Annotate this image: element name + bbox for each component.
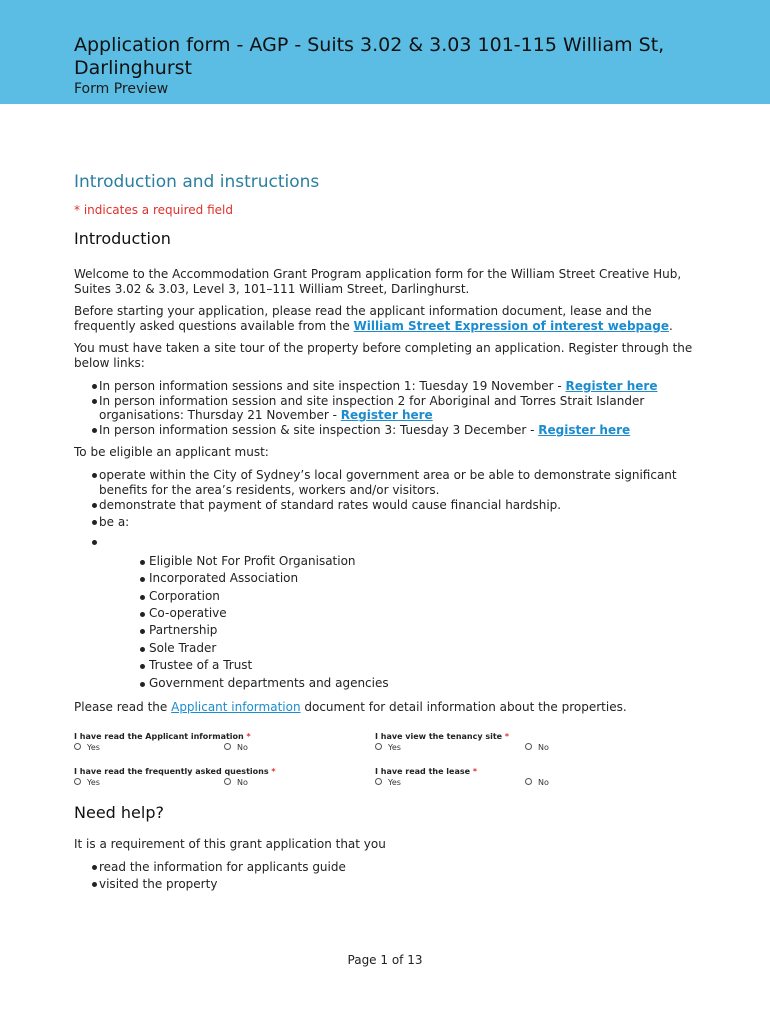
- intro-paragraph-3: You must have taken a site tour of the property before completing an application. Register through the below links:: [74, 341, 693, 370]
- applicant-info-text: Please read the: [74, 700, 172, 714]
- radio-circle-icon[interactable]: [525, 778, 532, 785]
- list-item: [74, 876, 694, 893]
- applicant-info-paragraph: [74, 700, 694, 715]
- form-title: Application form - AGP - Suits 3.02 & 3.03 101-115 William St, Darlinghurst: [74, 34, 665, 79]
- radio-yes[interactable]: [74, 778, 100, 788]
- need-help-list: [74, 859, 694, 893]
- need-help-paragraph: It is a requirement of this grant application that you: [74, 837, 386, 851]
- question-faq: [74, 767, 364, 790]
- session-text: In person information session & site inspection 3: Tuesday 3 December -: [99, 422, 539, 437]
- list-item: [74, 379, 694, 394]
- eligibility-text: be a:: [99, 515, 130, 530]
- list-item: [74, 515, 694, 530]
- list-item: [74, 657, 694, 674]
- list-item: [74, 468, 694, 497]
- radio-circle-icon[interactable]: [224, 778, 231, 785]
- entity-type: Co-operative: [149, 605, 227, 620]
- radio-yes[interactable]: [375, 743, 401, 753]
- list-item: [74, 622, 694, 639]
- entity-type: Sole Trader: [149, 640, 217, 655]
- bullet-icon: [140, 595, 145, 600]
- bullet-icon: [140, 629, 145, 634]
- form-subtitle: Form Preview: [74, 81, 169, 97]
- question-label: [74, 767, 364, 777]
- radio-label: Yes: [388, 778, 401, 787]
- entity-type: Corporation: [149, 588, 220, 603]
- need-help-item: read the information for applicants guide: [99, 860, 346, 874]
- bullet-icon: [92, 399, 97, 404]
- required-marker: *: [246, 732, 251, 741]
- radio-no[interactable]: [525, 743, 549, 753]
- bullet-icon: [140, 612, 145, 617]
- eligibility-list: [74, 468, 694, 548]
- question-label-text: I have read the lease: [375, 767, 471, 776]
- list-item: [74, 675, 694, 692]
- register-link[interactable]: Register here: [340, 408, 433, 423]
- section-title: Introduction and instructions: [74, 172, 320, 192]
- eligibility-text: demonstrate that payment of standard rates would cause financial hardship.: [99, 497, 562, 512]
- session-text: In person information sessions and site inspection 1: Tuesday 19 November -: [99, 379, 566, 393]
- list-item: [74, 605, 694, 622]
- radio-label: No: [237, 743, 248, 752]
- bullet-icon: [140, 664, 145, 669]
- list-item: [74, 640, 694, 657]
- eligibility-text: operate within the City of Sydney’s local government area or be able to demonstrate significant benefits for the area’s residents, workers and/or visitors.: [99, 468, 677, 497]
- radio-group: [375, 743, 665, 755]
- header-banner: [0, 0, 770, 104]
- bullet-icon: [140, 647, 145, 652]
- radio-label: No: [538, 778, 549, 787]
- radio-label: No: [237, 778, 248, 787]
- entity-type: Trustee of a Trust: [149, 658, 253, 673]
- register-link[interactable]: Register here: [565, 379, 658, 393]
- list-item: [74, 859, 694, 876]
- page-number: Page 1 of 13: [347, 953, 423, 967]
- intro-paragraph-1: Welcome to the Accommodation Grant Program application form for the William Street Creative Hub, Suites 3.02 & 3.03, Level 3, 101–111 William Street, Darlinghurst.: [74, 267, 682, 296]
- radio-label: Yes: [87, 778, 100, 787]
- entity-type: Partnership: [149, 623, 218, 638]
- list-item: [74, 423, 694, 438]
- list-item: [74, 553, 694, 570]
- bullet-icon: [92, 520, 97, 525]
- bullet-icon: [92, 384, 97, 389]
- bullet-icon: [140, 577, 145, 582]
- entity-type: Incorporated Association: [149, 571, 299, 586]
- intro-paragraph-2: [74, 304, 694, 334]
- session-text: In person information session and site inspection 2 for Aboriginal and Torres Strait Islander organisations: Thursday 21 November -: [99, 393, 645, 423]
- radio-group: [74, 743, 364, 755]
- question-lease: [375, 767, 665, 790]
- bullet-icon: [140, 560, 145, 565]
- question-label: [375, 732, 665, 742]
- list-item: [74, 588, 694, 605]
- list-item: [74, 394, 694, 423]
- radio-circle-icon[interactable]: [74, 743, 81, 750]
- required-marker: *: [472, 767, 478, 776]
- list-item: [74, 535, 694, 549]
- question-applicant-information: [74, 732, 364, 755]
- bullet-icon: [92, 503, 97, 508]
- required-note: * indicates a required field: [74, 203, 233, 217]
- eligibility-intro: To be eligible an applicant must:: [74, 445, 269, 460]
- question-label-text: I have view the tenancy site: [375, 732, 503, 741]
- radio-label: No: [538, 743, 549, 752]
- bullet-icon: [92, 428, 97, 433]
- required-marker: *: [504, 732, 510, 741]
- question-label-text: I have read the frequently asked questions: [74, 767, 269, 776]
- need-help-item: visited the property: [99, 877, 218, 891]
- form-content: [74, 170, 694, 893]
- bullet-icon: [92, 865, 97, 870]
- radio-group: [74, 778, 364, 790]
- need-help-heading: Need help?: [74, 803, 164, 822]
- question-tenancy-site: [375, 732, 665, 755]
- list-item: [74, 498, 694, 513]
- applicant-information-link[interactable]: Applicant information: [171, 700, 301, 714]
- radio-circle-icon[interactable]: [74, 778, 81, 785]
- radio-group: [375, 778, 665, 790]
- required-questions: [74, 732, 694, 794]
- radio-label: Yes: [388, 743, 401, 752]
- entity-type-list: [74, 553, 694, 692]
- question-label: [375, 767, 665, 777]
- radio-circle-icon[interactable]: [224, 743, 231, 750]
- intro-paragraph-2-text: Before starting your application, please read the applicant information document, lease and the frequently asked questions available from the: [74, 304, 652, 333]
- question-label: [74, 732, 364, 742]
- question-label-text: I have read the Applicant information: [74, 732, 244, 741]
- radio-no[interactable]: [224, 743, 248, 753]
- bullet-icon: [140, 682, 145, 687]
- radio-circle-icon[interactable]: [375, 743, 382, 750]
- entity-type: Eligible Not For Profit Organisation: [149, 553, 356, 568]
- radio-circle-icon[interactable]: [375, 778, 382, 785]
- radio-no[interactable]: [224, 778, 248, 788]
- required-marker: *: [271, 767, 276, 776]
- intro-heading: Introduction: [74, 229, 171, 248]
- list-item: [74, 570, 694, 587]
- intro-paragraph-2-end: .: [668, 319, 673, 333]
- radio-no[interactable]: [525, 778, 549, 788]
- radio-label: Yes: [87, 743, 100, 752]
- session-list: [74, 379, 694, 437]
- radio-yes[interactable]: [375, 778, 401, 788]
- radio-circle-icon[interactable]: [525, 743, 532, 750]
- register-link[interactable]: Register here: [538, 422, 631, 437]
- bullet-icon: [92, 473, 97, 478]
- bullet-icon: [92, 882, 97, 887]
- bullet-icon: [92, 540, 97, 545]
- radio-yes[interactable]: [74, 743, 100, 753]
- applicant-info-end: document for detail information about the properties.: [300, 700, 627, 714]
- expression-of-interest-link[interactable]: William Street Expression of interest webpage: [353, 319, 669, 333]
- entity-type: Government departments and agencies: [149, 675, 389, 690]
